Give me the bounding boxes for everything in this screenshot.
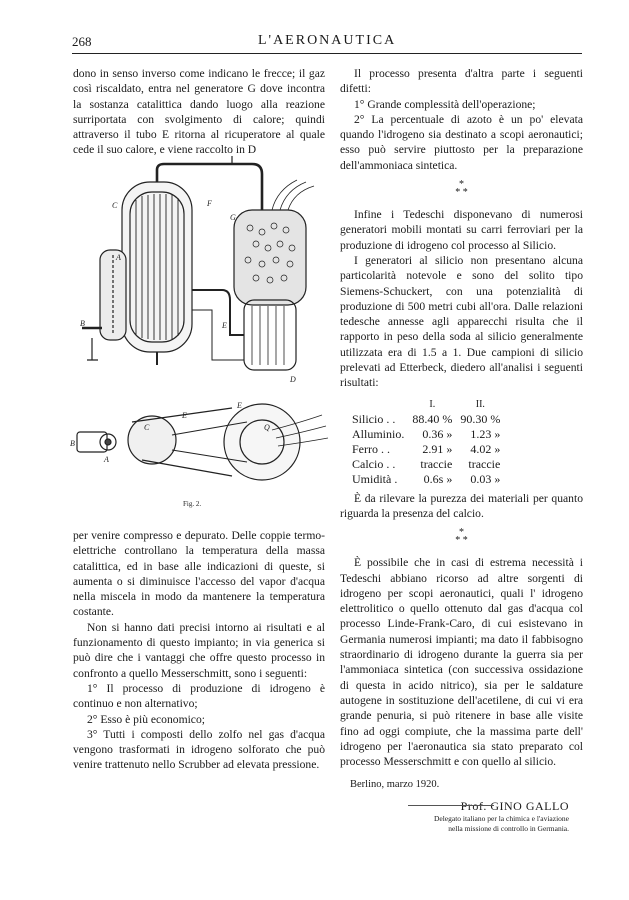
list-item: 2° La percentuale di azoto è un po' elevata quando l'idrogeno sia destinato a scopi aeronautici; esso può servire piuttosto per la preparazione dell'ammoniaca sintetica. (340, 112, 583, 172)
label-c: C (112, 201, 118, 210)
paragraph: dono in senso inverso come indicano le frecce; il gaz così riscaldato, entra nel generatore G dove incontra la sostanza catalittica dando luogo alla reazione surriportata con svolgimento di calore; quindi attraverso il tubo E ritorna al ricuperatore al quale cede il suo calore, e viene raccolto in D (73, 67, 325, 157)
label-a: A (116, 253, 121, 262)
label-c2: C (144, 423, 150, 432)
paragraph: Il processo presenta d'altra parte i seguenti difetti: (340, 67, 583, 96)
column-header: II. (475, 398, 485, 410)
generator-vessel (234, 210, 306, 370)
label-g: G (230, 213, 236, 222)
label-e2: E (182, 411, 187, 420)
section-separator: * * * (455, 179, 468, 199)
author-affiliation: Delegato italiano per la chimica e l'aviazione (433, 813, 569, 823)
paragraph: per venire compresso e depurato. Delle coppie termo-elettriche controllano la temperatura della massa catalittica, ed in base alle indicazioni di queste, si aumenta o si diminuisce l'accesso del vapor d'acqua nella miscela in modo da mantenere la temperatura costante. (73, 529, 325, 619)
author-affiliation: nella missione di controllo in Germania. (448, 823, 569, 833)
inlet-vessel (82, 250, 126, 360)
paragraph: I generatori al silicio non presentano alcuna particolarità notevole e sono del solito tipo Siemens-Schuckert, con una potenzialità di produzione di 500 metri cubi all'ora. Dalle relazioni tedesche annesse agli apparecchi risulta che il rapporto in peso della soda al silicio generalmente utilizzata era di 1.5 a 1. Due campioni di silicio prelevati ad Etterbeck, diedero all'analisi i seguenti risultati: (340, 253, 583, 390)
page-number: 268 (72, 34, 92, 49)
author-name: Prof. GINO GALLO (460, 798, 569, 813)
table-row: Silicio . . 88.40 % 90.30 % (352, 411, 501, 426)
left-column-bottom (73, 528, 325, 773)
label-f: F (207, 199, 212, 208)
label-q: Q (264, 423, 270, 432)
paragraph: È possibile che in casi di estrema necessità i Tedeschi abbiano ricorso ad altre sorgenti di idrogeno per scopi aeronautici, quali l' idrogeno elettrolitico o quello ottenuto dal gas d'acqua col processo Linde-Frank-Caro, di cui esistevano in Germania numerosi impianti; ma dato il fabbisogno straordinario di idrogeno durante la guerra sia per l'ammoniaca sintetica (con successiva ossidazione di questa in acido nitrico), sia per le saldature autogene in sostituzione dell'acetilene, di cui vi era grande penuria, si può ritenere in base alle visite fino ad oggi compiute, che la massima parte dell' idrogeno per l'aeronautica sia stato preparato col processo Messerschmitt e con quello al silicio. (340, 556, 583, 769)
paragraph: È da rilevare la purezza dei materiali per quanto riguarda la presenza del calcio. (340, 491, 583, 520)
list-item: 2° Esso è più economico; (87, 712, 205, 726)
table-row: Ferro . . 2.91 » 4.02 » (352, 441, 501, 456)
table-row: Alluminio. 0.36 » 1.23 » (352, 426, 501, 441)
silicon-analysis-table (348, 397, 504, 487)
header-rule (72, 53, 582, 54)
label-e: E (222, 321, 227, 330)
left-column-top (73, 66, 325, 158)
figure-caption: Fig. 2. (183, 500, 202, 508)
paragraph: Infine i Tedeschi disponevano di numerosi generatori mobili montati su carri ferroviari per la produzione di idrogeno col processo al Silicio. (340, 208, 583, 252)
label-a2: A (104, 455, 109, 464)
label-b: B (80, 319, 85, 328)
column-header: I. (429, 398, 436, 410)
list-item: 3° Tutti i composti dello zolfo nel gas d'acqua vengono trasformati in idrogeno solforato che può venire trattenuto nello Scrubber ad elevata pressione. (73, 727, 325, 772)
label-d: D (290, 375, 296, 384)
section-separator: * * * (455, 527, 468, 547)
recuperator-vessel (122, 182, 192, 352)
table-row: Calcio . . traccie traccie (352, 456, 501, 471)
list-item: 1° Il processo di produzione di idrogeno è continuo e non alternativo; (73, 681, 325, 711)
end-rule (408, 805, 494, 806)
lower-diagram (77, 404, 328, 480)
apparatus-diagram (72, 160, 336, 500)
table-row: Umidità . 0.6s » 0.03 » (352, 471, 501, 486)
journal-title: L'AERONAUTICA (258, 33, 397, 48)
label-e3: E (237, 401, 242, 410)
right-column (340, 66, 583, 834)
paragraph: Non si hanno dati precisi intorno ai risultati e al funzionamento di questo impianto; in via generica si può dire che i vantaggi che offre questo processo in confronto a quello Messerschmitt, sono i seguenti: (73, 620, 325, 680)
date-line: Berlino, marzo 1920. (350, 779, 440, 791)
label-b2: B (70, 439, 75, 448)
list-item: 1° Grande complessità dell'operazione; (354, 97, 536, 111)
